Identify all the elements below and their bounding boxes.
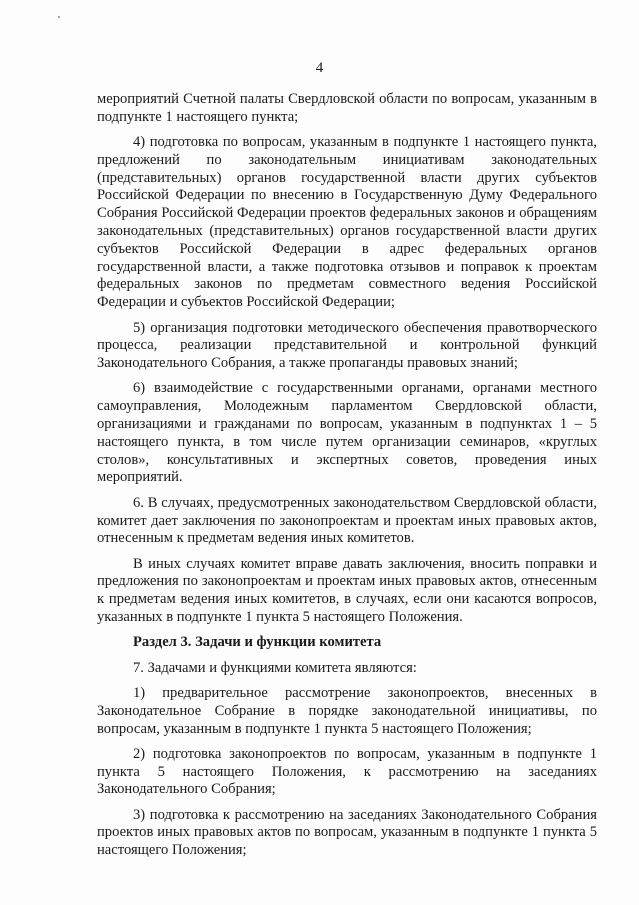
paragraph: мероприятий Счетной палаты Свердловской области по вопросам, указанным в подпункте 1 настоящего пункта; [97, 91, 597, 125]
section-heading: Раздел 3. Задачи и функции комитета [133, 634, 382, 651]
paragraph: 7. Задачами и функциями комитета являются: [133, 659, 417, 676]
paragraph: 6. В случаях, предусмотренных законодательством Свердловской области, комитет дает заключения по законопроектам и проектам иных правовых актов, отнесенным к предметам ведения иных комитетов. [97, 494, 597, 547]
paragraph: 4) подготовка по вопросам, указанным в подпункте 1 настоящего пункта, предложений по законодательным инициативам законодательных (представительных) органов государственной власти других субъектов Российской Федерации по внесению в Государственную Думу Федерального Собрания Российской Федерации проектов федеральных законов и обращениям законодательных (представительных) органов государственной власти других субъектов Российской Федерации в адрес федеральных органов государственной власти, а также подготовка отзывов и поправок к проектам федеральных законов по предметам совместного ведения Российской Федерации и субъектов Российской Федерации; [97, 134, 597, 311]
page-number: 4 [315, 60, 324, 76]
paragraph: 1) предварительное рассмотрение законопроектов, внесенных в Законодательное Собрание в порядке законодательной инициативы, по вопросам, указанным в подпункте 1 пункта 5 настоящего Положения; [97, 684, 597, 737]
paragraph: 3) подготовка к рассмотрению на заседаниях Законодательного Собрания проектов иных правовых актов по вопросам, указанным в подпункте 1 пункта 5 настоящего Положения; [97, 806, 597, 859]
scan-speck [58, 16, 60, 18]
paragraph: 2) подготовка законопроектов по вопросам, указанным в подпункте 1 пункта 5 настоящего Положения, к рассмотрению на заседаниях Законодательного Собрания; [97, 745, 597, 798]
paragraph: В иных случаях комитет вправе давать заключения, вносить поправки и предложения по законопроектам и проектам иных правовых актов, отнесенным к предметам ведения иных комитетов, в случаях, если они касаются вопросов, указанных в подпункте 1 пункта 5 настоящего Положения. [97, 555, 597, 626]
paragraph: 6) взаимодействие с государственными органами, органами местного самоуправления, Молодежным парламентом Свердловской области, организациями и гражданами по вопросам, указанным в подпунктах 1 – 5 настоящего пункта, в том числе путем организации семинаров, «круглых столов», консультативных и экспертных советов, проведения иных мероприятий. [97, 380, 597, 486]
document-body [97, 91, 597, 868]
paragraph: 5) организация подготовки методического обеспечения правотворческого процесса, реализации представительной и контрольной функций Законодательного Собрания, а также пропаганды правовых знаний; [97, 319, 597, 372]
